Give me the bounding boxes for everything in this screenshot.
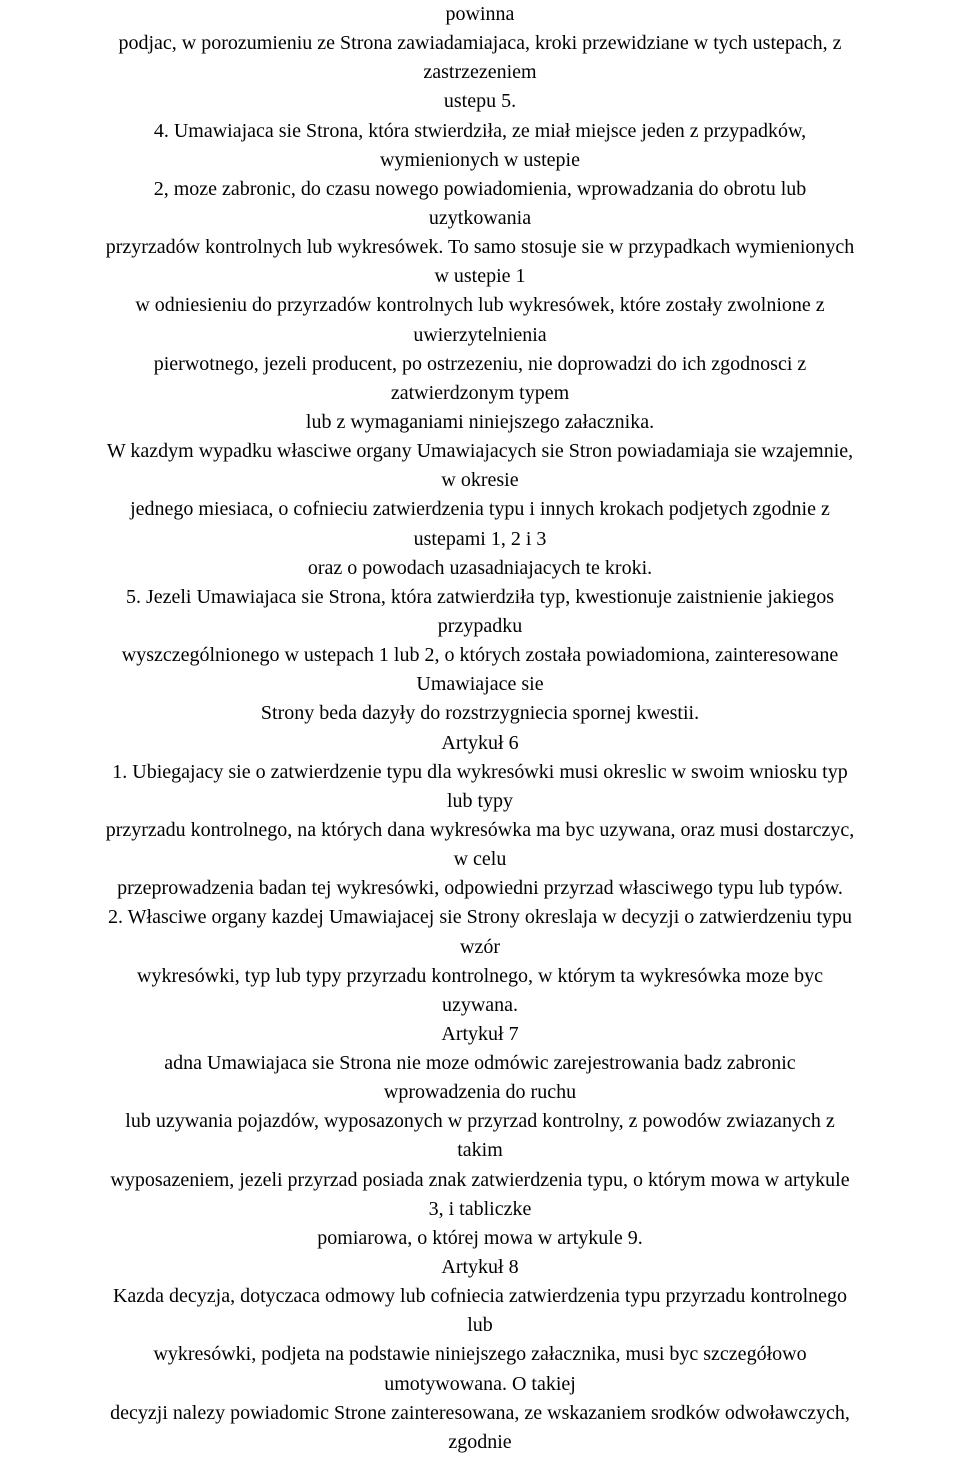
text-line: wyposazeniem, jezeli przyrzad posiada znak zatwierdzenia typu, o którym mowa w artykule [110,1168,850,1191]
text-line: Umawiajace sie [416,673,544,696]
text-line: uzywana. [441,993,519,1016]
text-line: uwierzytelnienia [413,323,547,346]
text-line: w celu [453,848,507,871]
text-line: w okresie [441,469,519,492]
text-line: wykresówki, podjeta na podstawie niniejszego załacznika, musi byc szczegółowo [153,1343,807,1366]
text-line: wymienionych w ustepie [380,148,580,171]
text-line: wzór [460,935,500,958]
heading-artykul-8: Artykuł 8 [441,1256,519,1279]
text-line: powinna [445,3,515,25]
text-line: przyrzadu kontrolnego, na których dana wykresówka ma byc uzywana, oraz musi dostarczyc, [105,818,855,841]
text-line: wyszczególnionego w ustepach 1 lub 2, o których została powiadomiona, zainteresowane [121,644,839,667]
text-line: uzytkowania [428,206,532,229]
text-line: zgodnie [448,1430,512,1453]
text-line: przyrzadów kontrolnych lub wykresówek. To samo stosuje sie w przypadkach wymienionych [105,236,855,259]
text-line: umotywowana. O takiej [384,1372,576,1395]
text-line: 2, moze zabronic, do czasu nowego powiadomienia, wprowadzania do obrotu lub [153,177,807,200]
text-line: 3, i tabliczke [428,1197,532,1220]
text-line: lub uzywania pojazdów, wyposazonych w przyrzad kontrolny, z powodów zwiazanych z [125,1110,835,1133]
text-line: jednego miesiaca, o cofnieciu zatwierdzenia typu i innych krokach podjetych zgodnie z [130,498,830,521]
text-line: lub [467,1314,493,1337]
text-line: przeprowadzenia badan tej wykresówki, odpowiedni przyrzad własciwego typu lub typów. [117,877,843,900]
text-line: W kazdym wypadku własciwe organy Umawiajacych sie Stron powiadamiaja sie wzajemnie, [106,440,854,463]
text-line: Kazda decyzja, dotyczaca odmowy lub cofniecia zatwierdzenia typu przyrzadu kontrolnego [112,1285,848,1308]
text-line: przypadku [437,614,523,637]
text-line: 5. Jezeli Umawiajaca sie Strona, która zatwierdziła typ, kwestionuje zaistnienie jakiegos [125,585,835,608]
text-line: adna Umawiajaca sie Strona nie moze odmówic zarejestrowania badz zabronic [164,1052,796,1075]
text-line: 4. Umawiajaca sie Strona, która stwierdziła, ze miał miejsce jeden z przypadków, [153,119,807,142]
text-line: lub z wymaganiami niniejszego załacznika. [305,410,655,433]
text-line: zastrzezeniem [423,61,537,84]
text-line: oraz o powodach uzasadniajacych te kroki. [307,556,653,579]
heading-artykul-7: Artykuł 7 [441,1022,519,1045]
text-line: podjac, w porozumieniu ze Strona zawiadamiajaca, kroki przewidziane w tych ustepach, z [118,32,842,55]
text-line: pomiarowa, o której mowa w artykule 9. [317,1226,643,1249]
text-line: Strony beda dazyły do rozstrzygniecia spornej kwestii. [260,702,700,725]
text-line: 2. Własciwe organy kazdej Umawiajacej sie Strony okreslaja w decyzji o zatwierdzeniu typu [108,906,852,929]
text-line: pierwotnego, jezeli producent, po ostrzezeniu, nie doprowadzi do ich zgodnosci z [153,352,807,375]
text-line: wykresówki, typ lub typy przyrzadu kontrolnego, w którym ta wykresówka moze byc [137,964,823,987]
text-line: lub typy [446,789,514,812]
text-line: takim [457,1139,503,1162]
text-line: 1. Ubiegajacy sie o zatwierdzenie typu dla wykresówki musi okreslic w swoim wniosku typ [112,760,848,783]
text-line: wprowadzenia do ruchu [383,1081,577,1104]
text-line: zatwierdzonym typem [390,381,570,404]
heading-artykul-6: Artykuł 6 [441,731,519,754]
text-line: ustepu 5. [443,90,517,113]
text-line: ustepami 1, 2 i 3 [413,527,547,550]
text-line: w odniesieniu do przyrzadów kontrolnych lub wykresówek, które zostały zwolnione z [135,294,825,317]
text-line: decyzji nalezy powiadomic Strone zainteresowana, ze wskazaniem srodków odwoławczych, [110,1401,850,1424]
text-line: w ustepie 1 [434,265,526,288]
